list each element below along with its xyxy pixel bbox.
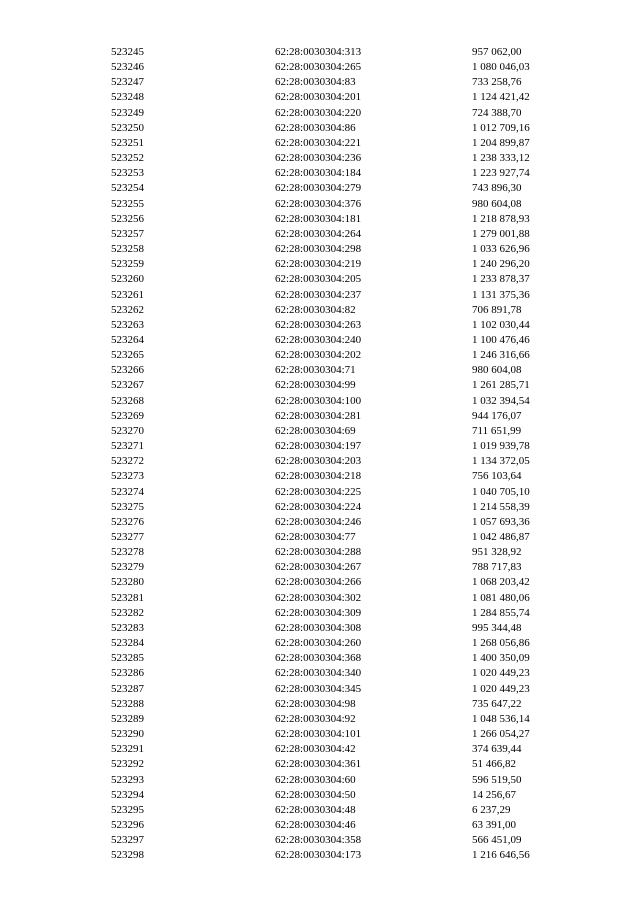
cadastral-value: 1 279 001,88: [472, 227, 530, 240]
row-number: 523283: [111, 621, 144, 634]
cadastral-value: 1 204 899,87: [472, 136, 530, 149]
row-number: 523247: [111, 76, 144, 89]
cadastral-number: 62:28:0030304:302: [275, 591, 362, 604]
row-number: 523271: [111, 440, 144, 453]
row-number: 523257: [111, 227, 144, 240]
table-row: [0, 454, 640, 469]
cadastral-value: 1 042 486,87: [472, 531, 530, 543]
cadastral-value: 711 651,99: [472, 424, 522, 437]
cadastral-value: 1 080 046,03: [472, 61, 530, 74]
row-number: 523256: [111, 212, 144, 225]
table-row: [0, 318, 640, 333]
cadastral-number: 62:28:0030304:184: [275, 167, 362, 180]
table-row: [0, 106, 640, 121]
row-number: 523262: [111, 303, 144, 316]
cadastral-value: 1 032 394,54: [472, 394, 530, 407]
table-row: [0, 227, 640, 242]
cadastral-number: 62:28:0030304:71: [275, 364, 356, 377]
table-row: [0, 500, 640, 515]
table-row: [0, 288, 640, 303]
table-row: [0, 591, 640, 606]
cadastral-number: 62:28:0030304:224: [275, 500, 362, 513]
row-number: 523298: [111, 849, 144, 862]
cadastral-number: 62:28:0030304:48: [275, 803, 356, 816]
row-number: 523266: [111, 364, 144, 377]
cadastral-number: 62:28:0030304:42: [275, 743, 356, 756]
table-row: [0, 651, 640, 666]
cadastral-value: 1 019 939,78: [472, 440, 530, 453]
table-row: [0, 606, 640, 621]
table-row: [0, 378, 640, 393]
cadastral-value: 1 238 333,12: [472, 152, 530, 165]
table-row: [0, 560, 640, 575]
cadastral-number: 62:28:0030304:77: [275, 531, 356, 543]
cadastral-value: 1 268 056,86: [472, 637, 530, 650]
row-number: 523253: [111, 167, 144, 180]
cadastral-number: 62:28:0030304:340: [275, 667, 362, 680]
table-row: [0, 394, 640, 409]
cadastral-number: 62:28:0030304:202: [275, 349, 362, 362]
table-row: [0, 469, 640, 484]
row-number: 523251: [111, 136, 144, 149]
table-row: [0, 727, 640, 742]
row-number: 523269: [111, 409, 144, 422]
table-row: [0, 788, 640, 803]
row-number: 523295: [111, 803, 144, 816]
row-number: 523272: [111, 455, 144, 468]
cadastral-number: 62:28:0030304:376: [275, 197, 362, 210]
data-table: [0, 45, 640, 863]
table-row: [0, 257, 640, 272]
row-number: 523246: [111, 61, 144, 74]
cadastral-number: 62:28:0030304:368: [275, 652, 362, 665]
table-row: [0, 333, 640, 348]
cadastral-number: 62:28:0030304:219: [275, 258, 362, 271]
cadastral-value: 980 604,08: [472, 364, 522, 377]
cadastral-value: 735 647,22: [472, 697, 522, 710]
row-number: 523249: [111, 106, 144, 119]
table-row: [0, 151, 640, 166]
table-row: [0, 212, 640, 227]
cadastral-number: 62:28:0030304:50: [275, 788, 356, 801]
cadastral-value: 788 717,83: [472, 561, 522, 574]
row-number: 523264: [111, 333, 144, 346]
cadastral-number: 62:28:0030304:203: [275, 455, 362, 468]
table-row: [0, 242, 640, 257]
table-row: [0, 272, 640, 287]
table-row: [0, 90, 640, 105]
cadastral-number: 62:28:0030304:264: [275, 227, 362, 240]
cadastral-number: 62:28:0030304:298: [275, 243, 362, 256]
cadastral-number: 62:28:0030304:266: [275, 576, 362, 589]
cadastral-value: 706 891,78: [472, 303, 522, 316]
table-row: [0, 181, 640, 196]
row-number: 523270: [111, 424, 144, 437]
cadastral-value: 1 020 449,23: [472, 667, 530, 680]
cadastral-number: 62:28:0030304:260: [275, 637, 362, 650]
cadastral-value: 944 176,07: [472, 409, 522, 422]
row-number: 523252: [111, 152, 144, 165]
table-row: [0, 197, 640, 212]
row-number: 523258: [111, 243, 144, 256]
table-row: [0, 803, 640, 818]
table-row: [0, 712, 640, 727]
table-row: [0, 818, 640, 833]
table-row: [0, 575, 640, 590]
cadastral-value: 1 246 316,66: [472, 349, 530, 362]
cadastral-number: 62:28:0030304:92: [275, 712, 356, 725]
row-number: 523293: [111, 773, 144, 786]
cadastral-number: 62:28:0030304:263: [275, 318, 362, 331]
row-number: 523289: [111, 712, 144, 725]
cadastral-number: 62:28:0030304:246: [275, 515, 362, 528]
row-number: 523292: [111, 758, 144, 771]
cadastral-value: 1 124 421,42: [472, 91, 530, 104]
table-row: [0, 363, 640, 378]
cadastral-number: 62:28:0030304:240: [275, 333, 362, 346]
cadastral-value: 733 258,76: [472, 76, 522, 89]
table-row: [0, 121, 640, 136]
cadastral-number: 62:28:0030304:237: [275, 288, 362, 301]
cadastral-value: 1 233 878,37: [472, 273, 530, 286]
table-row: [0, 545, 640, 560]
cadastral-value: 1 266 054,27: [472, 728, 530, 741]
row-number: 523291: [111, 743, 144, 756]
cadastral-number: 62:28:0030304:281: [275, 409, 362, 422]
cadastral-number: 62:28:0030304:313: [275, 46, 362, 58]
cadastral-value: 374 639,44: [472, 743, 522, 756]
table-row: [0, 485, 640, 500]
row-number: 523273: [111, 470, 144, 483]
cadastral-value: 1 033 626,96: [472, 243, 530, 256]
table-row: [0, 409, 640, 424]
cadastral-value: 743 896,30: [472, 182, 522, 195]
cadastral-number: 62:28:0030304:99: [275, 379, 356, 392]
table-row: [0, 636, 640, 651]
table-row: [0, 666, 640, 681]
cadastral-value: 756 103,64: [472, 470, 522, 483]
cadastral-value: 596 519,50: [472, 773, 522, 786]
cadastral-number: 62:28:0030304:100: [275, 394, 362, 407]
table-row: [0, 166, 640, 181]
cadastral-value: 1 223 927,74: [472, 167, 530, 180]
cadastral-value: 1 068 203,42: [472, 576, 530, 589]
cadastral-number: 62:28:0030304:279: [275, 182, 362, 195]
cadastral-value: 980 604,08: [472, 197, 522, 210]
table-row: [0, 439, 640, 454]
row-number: 523294: [111, 788, 144, 801]
row-number: 523245: [111, 46, 144, 58]
cadastral-number: 62:28:0030304:201: [275, 91, 362, 104]
cadastral-value: 1 048 536,14: [472, 712, 530, 725]
cadastral-number: 62:28:0030304:197: [275, 440, 362, 453]
cadastral-number: 62:28:0030304:265: [275, 61, 362, 74]
table-row: [0, 60, 640, 75]
row-number: 523267: [111, 379, 144, 392]
row-number: 523255: [111, 197, 144, 210]
cadastral-value: 1 218 878,93: [472, 212, 530, 225]
cadastral-value: 1 214 558,39: [472, 500, 530, 513]
row-number: 523254: [111, 182, 144, 195]
cadastral-value: 1 102 030,44: [472, 318, 530, 331]
cadastral-number: 62:28:0030304:60: [275, 773, 356, 786]
cadastral-number: 62:28:0030304:221: [275, 136, 362, 149]
cadastral-number: 62:28:0030304:46: [275, 818, 356, 831]
cadastral-number: 62:28:0030304:83: [275, 76, 356, 89]
table-row: [0, 348, 640, 363]
cadastral-value: 1 040 705,10: [472, 485, 530, 498]
row-number: 523287: [111, 682, 144, 695]
row-number: 523275: [111, 500, 144, 513]
cadastral-number: 62:28:0030304:86: [275, 121, 356, 134]
table-row: [0, 742, 640, 757]
cadastral-value: 14 256,67: [472, 788, 516, 801]
row-number: 523279: [111, 561, 144, 574]
cadastral-number: 62:28:0030304:236: [275, 152, 362, 165]
row-number: 523261: [111, 288, 144, 301]
cadastral-number: 62:28:0030304:345: [275, 682, 362, 695]
cadastral-number: 62:28:0030304:101: [275, 728, 362, 741]
table-row: [0, 621, 640, 636]
table-row: [0, 303, 640, 318]
row-number: 523259: [111, 258, 144, 271]
table-row: [0, 75, 640, 90]
row-number: 523268: [111, 394, 144, 407]
table-row: [0, 530, 640, 545]
cadastral-value: 566 451,09: [472, 834, 522, 847]
row-number: 523285: [111, 652, 144, 665]
table-row: [0, 136, 640, 151]
cadastral-value: 1 284 855,74: [472, 606, 530, 619]
cadastral-value: 1 131 375,36: [472, 288, 530, 301]
cadastral-number: 62:28:0030304:308: [275, 621, 362, 634]
table-row: [0, 833, 640, 848]
cadastral-value: 6 237,29: [472, 803, 511, 816]
table-row: [0, 773, 640, 788]
row-number: 523278: [111, 546, 144, 559]
cadastral-number: 62:28:0030304:267: [275, 561, 362, 574]
cadastral-value: 957 062,00: [472, 46, 522, 58]
row-number: 523263: [111, 318, 144, 331]
cadastral-value: 1 100 476,46: [472, 333, 530, 346]
cadastral-number: 62:28:0030304:361: [275, 758, 362, 771]
row-number: 523250: [111, 121, 144, 134]
row-number: 523248: [111, 91, 144, 104]
table-row: [0, 757, 640, 772]
row-number: 523265: [111, 349, 144, 362]
cadastral-number: 62:28:0030304:181: [275, 212, 362, 225]
row-number: 523288: [111, 697, 144, 710]
cadastral-number: 62:28:0030304:173: [275, 849, 362, 862]
row-number: 523286: [111, 667, 144, 680]
row-number: 523276: [111, 515, 144, 528]
cadastral-number: 62:28:0030304:218: [275, 470, 362, 483]
row-number: 523296: [111, 818, 144, 831]
table-row: [0, 697, 640, 712]
row-number: 523277: [111, 531, 144, 543]
cadastral-number: 62:28:0030304:82: [275, 303, 356, 316]
row-number: 523290: [111, 728, 144, 741]
cadastral-value: 995 344,48: [472, 621, 522, 634]
cadastral-number: 62:28:0030304:288: [275, 546, 362, 559]
row-number: 523280: [111, 576, 144, 589]
row-number: 523284: [111, 637, 144, 650]
cadastral-value: 1 012 709,16: [472, 121, 530, 134]
cadastral-value: 51 466,82: [472, 758, 516, 771]
cadastral-value: 63 391,00: [472, 818, 516, 831]
table-row: [0, 45, 640, 60]
cadastral-value: 1 261 285,71: [472, 379, 530, 392]
cadastral-value: 1 240 296,20: [472, 258, 530, 271]
cadastral-value: 951 328,92: [472, 546, 522, 559]
table-row: [0, 682, 640, 697]
table-row: [0, 515, 640, 530]
cadastral-value: 1 216 646,56: [472, 849, 530, 862]
cadastral-number: 62:28:0030304:205: [275, 273, 362, 286]
cadastral-number: 62:28:0030304:309: [275, 606, 362, 619]
cadastral-number: 62:28:0030304:220: [275, 106, 362, 119]
cadastral-number: 62:28:0030304:69: [275, 424, 356, 437]
table-row: [0, 424, 640, 439]
cadastral-value: 1 057 693,36: [472, 515, 530, 528]
row-number: 523274: [111, 485, 144, 498]
cadastral-number: 62:28:0030304:98: [275, 697, 356, 710]
cadastral-value: 1 081 480,06: [472, 591, 530, 604]
row-number: 523281: [111, 591, 144, 604]
cadastral-number: 62:28:0030304:225: [275, 485, 362, 498]
cadastral-value: 1 020 449,23: [472, 682, 530, 695]
cadastral-value: 1 134 372,05: [472, 455, 530, 468]
cadastral-number: 62:28:0030304:358: [275, 834, 362, 847]
row-number: 523297: [111, 834, 144, 847]
table-row: [0, 848, 640, 863]
cadastral-value: 724 388,70: [472, 106, 522, 119]
row-number: 523282: [111, 606, 144, 619]
cadastral-value: 1 400 350,09: [472, 652, 530, 665]
row-number: 523260: [111, 273, 144, 286]
